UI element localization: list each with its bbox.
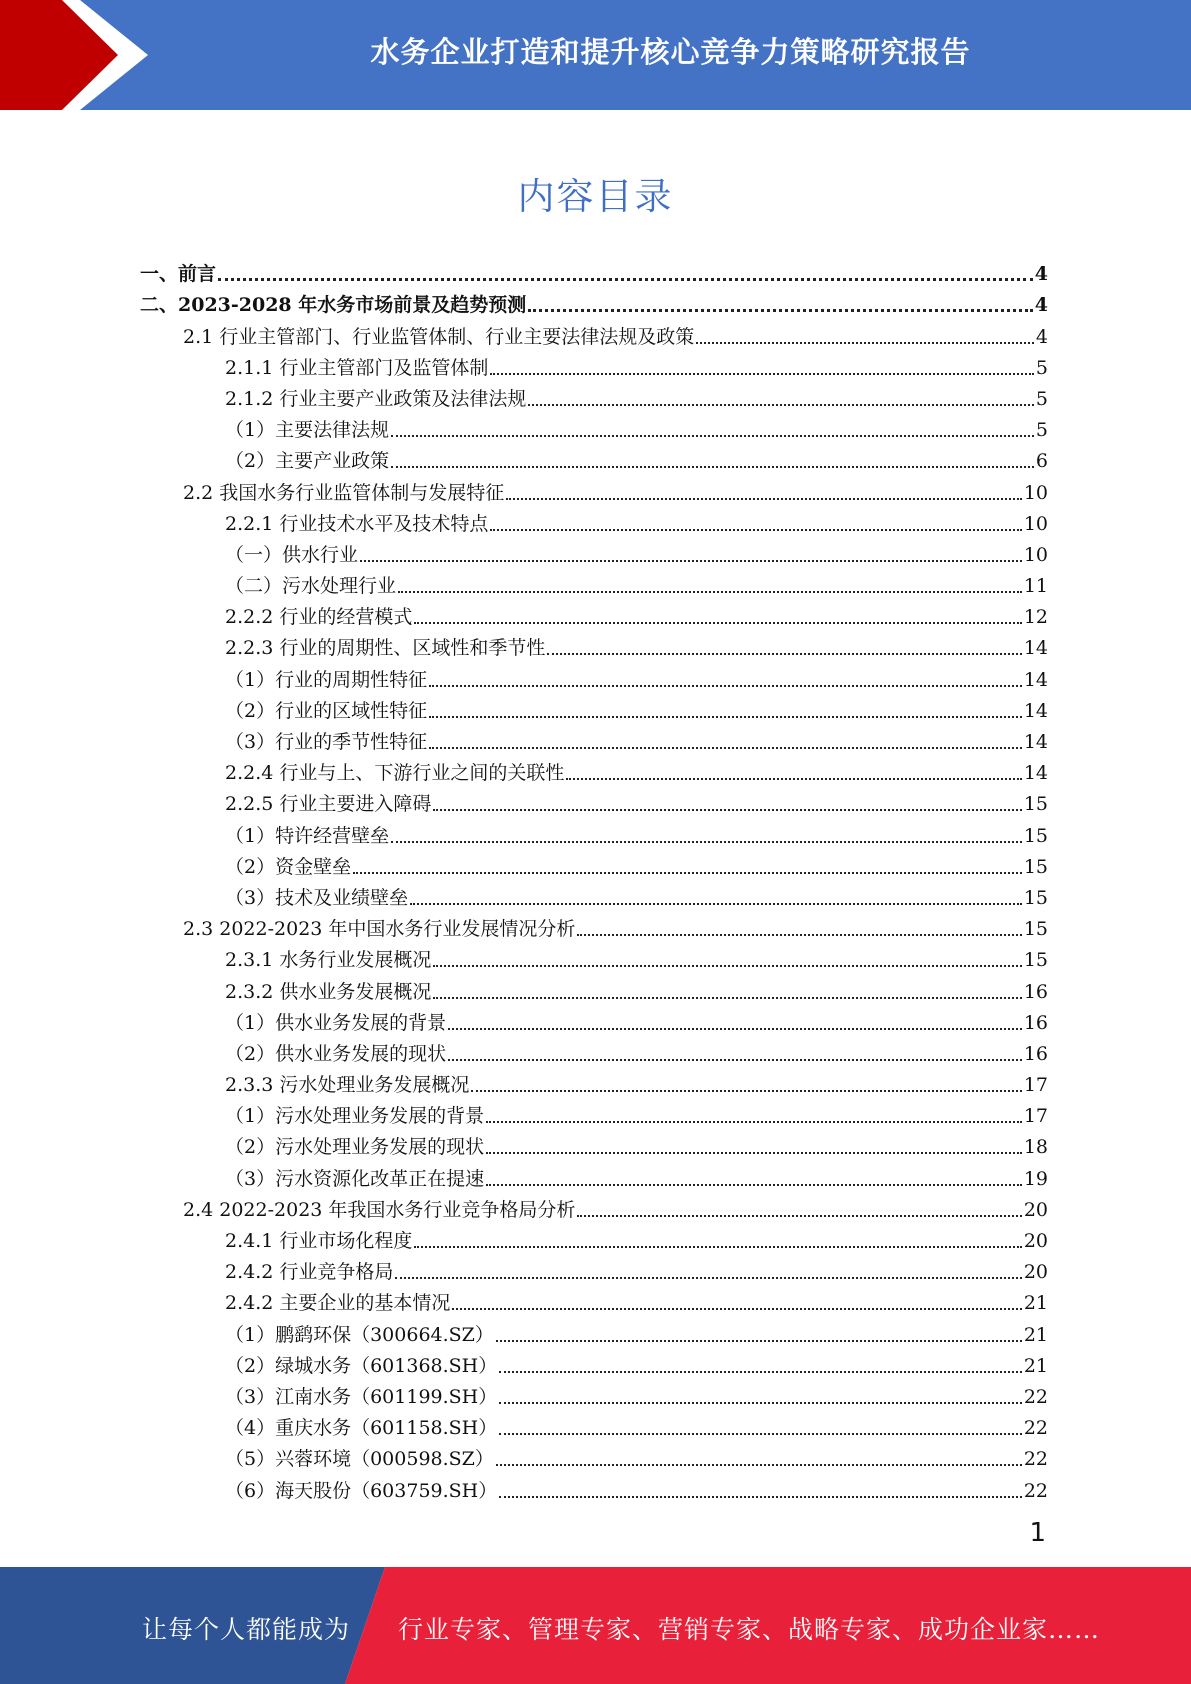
toc-entry-label: （一）供水行业 [225,543,359,566]
report-title: 水务企业打造和提升核心竞争力策略研究报告 [370,35,971,69]
toc-entry-label: （3）技术及业绩壁垒 [225,886,409,909]
toc-entry[interactable] [140,848,1048,879]
toc-entry[interactable] [140,754,1048,785]
report-header-band [0,0,1191,110]
toc-entry-page: 14 [1023,762,1048,785]
toc-entry-page: 15 [1023,855,1048,878]
toc-entry-label: （6）海天股份（603759.SH） [225,1479,498,1502]
toc-entry-page: 22 [1023,1385,1048,1408]
toc-entry[interactable] [140,1471,1048,1502]
toc-entry[interactable] [140,1253,1048,1284]
toc-entry-label: 二、2023-2028 年水务市场前景及趋势预测 [140,294,527,317]
toc-dot-leader [448,1027,1022,1030]
toc-dot-leader [486,1151,1022,1154]
toc-entry[interactable] [140,816,1048,847]
toc-entry[interactable] [140,723,1048,754]
toc-entry-label: 2.1.2 行业主要产业政策及法律法规 [225,387,527,410]
toc-dot-leader [577,933,1021,936]
toc-dot-leader [433,996,1021,999]
toc-entry-page: 16 [1023,1042,1048,1065]
toc-entry-page: 11 [1023,575,1048,598]
toc-entry[interactable] [140,1159,1048,1190]
table-of-contents [140,255,1048,1503]
toc-dot-leader [398,590,1022,593]
toc-entry[interactable] [140,286,1048,317]
toc-entry-label: 2.4.1 行业市场化程度 [225,1230,413,1252]
toc-entry[interactable] [140,567,1048,598]
toc-entry-page: 19 [1023,1167,1048,1190]
toc-entry-page: 6 [1035,450,1048,473]
toc-dot-leader [452,1307,1021,1310]
toc-entry-label: （2）资金壁垒 [225,855,352,878]
toc-dot-leader [410,902,1022,905]
toc-dot-leader [547,652,1021,655]
toc-dot-leader [499,1370,1022,1373]
toc-dot-leader [395,1276,1021,1279]
toc-dot-leader [506,497,1022,500]
toc-dot-leader [499,1401,1022,1404]
toc-entry-label: （二）污水处理行业 [225,575,397,598]
toc-dot-leader [696,341,1034,344]
toc-entry-page: 16 [1023,980,1048,1003]
toc-entry-page: 21 [1023,1354,1048,1377]
toc-dot-leader [496,1463,1022,1466]
toc-entry-label: 2.2 我国水务行业监管体制与发展特征 [183,481,505,504]
toc-entry[interactable] [140,972,1048,1003]
toc-dot-leader [360,559,1022,562]
toc-dot-leader [528,308,1033,312]
toc-entry-label: （2）行业的区域性特征 [225,699,428,722]
toc-dot-leader [496,1339,1022,1342]
toc-entry[interactable] [140,1347,1048,1378]
toc-dot-leader [414,621,1021,624]
toc-entry[interactable] [140,317,1048,348]
toc-entry[interactable] [140,442,1048,473]
toc-entry-page: 17 [1023,1105,1048,1128]
toc-entry-label: （2）绿城水务（601368.SH） [225,1354,498,1377]
toc-entry-label: （1）污水处理业务发展的背景 [225,1105,485,1128]
toc-entry-page: 14 [1023,731,1048,753]
toc-entry-label: （2）供水业务发展的现状 [225,1042,447,1065]
toc-entry[interactable] [140,1004,1048,1035]
toc-entry-page: 4 [1034,294,1048,317]
toc-entry[interactable] [140,1440,1048,1471]
toc-entry-label: （4）重庆水务（601158.SH） [225,1417,498,1440]
toc-dot-leader [448,1058,1022,1061]
toc-dot-leader [471,1089,1021,1092]
toc-entry-label: 2.2.5 行业主要进入障碍 [225,793,432,816]
footer-band [0,1567,1191,1684]
toc-entry[interactable] [140,411,1048,442]
toc-entry-label: 2.3.1 水务行业发展概况 [225,949,432,972]
toc-entry-page: 14 [1023,699,1048,722]
toc-dot-leader [429,746,1022,749]
toc-entry-label: 2.2.4 行业与上、下游行业之间的关联性 [225,762,565,785]
toc-entry-label: 2.3 2022-2023 年中国水务行业发展情况分析 [183,918,576,941]
toc-entry[interactable] [140,1284,1048,1315]
toc-entry-label: 2.2.1 行业技术水平及技术特点 [225,512,489,535]
toc-entry[interactable] [140,1222,1048,1253]
toc-entry[interactable] [140,1378,1048,1409]
toc-dot-leader [429,715,1022,718]
toc-entry[interactable] [140,1128,1048,1159]
toc-entry[interactable] [140,1191,1048,1222]
toc-dot-leader [218,277,1033,281]
toc-entry-page: 21 [1023,1292,1048,1315]
toc-entry-label: 一、前言 [140,263,217,286]
toc-entry[interactable] [140,1097,1048,1128]
toc-entry-page: 4 [1035,325,1048,348]
toc-entry-page: 17 [1023,1074,1048,1097]
toc-entry[interactable] [140,380,1048,411]
toc-entry[interactable] [140,349,1048,380]
toc-dot-leader [391,434,1034,437]
toc-dot-leader [499,1432,1022,1435]
toc-entry[interactable] [140,660,1048,691]
toc-entry-page: 15 [1023,886,1048,909]
toc-dot-leader [528,403,1034,406]
toc-entry[interactable] [140,692,1048,723]
toc-entry[interactable] [140,879,1048,910]
toc-entry-label: （1）行业的周期性特征 [225,668,428,691]
toc-entry-page: 15 [1023,824,1048,847]
toc-entry-label: 2.1 行业主管部门、行业监管体制、行业主要法律法规及政策 [183,325,695,348]
toc-entry-page: 10 [1023,512,1048,535]
toc-dot-leader [391,465,1034,468]
toc-dot-leader [499,1495,1022,1498]
toc-entry[interactable] [140,255,1048,286]
toc-entry-label: 2.2.2 行业的经营模式 [225,606,413,629]
footer-slogan-left: 让每个人都能成为 [142,1615,351,1644]
toc-entry[interactable] [140,598,1048,629]
toc-entry-label: （2）污水处理业务发展的现状 [225,1136,485,1159]
footer-slogan-right: 行业专家、管理专家、营销专家、战略专家、成功企业家…… [398,1615,1101,1644]
toc-entry-label: （3）江南水务（601199.SH） [225,1385,498,1408]
toc-entry-page: 12 [1023,606,1048,629]
toc-entry-page: 14 [1023,637,1048,660]
toc-dot-leader [490,372,1034,375]
toc-entry-label: 2.3.3 污水处理业务发展概况 [225,1074,470,1097]
toc-dot-leader [486,1183,1022,1186]
toc-dot-leader [433,808,1021,811]
toc-entry-page: 22 [1023,1448,1048,1471]
toc-entry-label: （1）鹏鹞环保（300664.SZ） [225,1323,494,1346]
toc-entry-page: 5 [1035,419,1048,442]
toc-entry-page: 14 [1023,668,1048,691]
toc-entry[interactable] [140,1409,1048,1440]
toc-dot-leader [486,1120,1022,1123]
toc-entry-page: 15 [1023,918,1048,941]
toc-entry-page: 5 [1035,356,1048,379]
toc-entry-page: 15 [1023,793,1048,816]
page-number: 1 [1029,1518,1046,1548]
toc-entry-page: 16 [1023,1011,1048,1034]
toc-dot-leader [433,964,1021,967]
toc-entry-page: 22 [1023,1417,1048,1440]
toc-dot-leader [353,871,1022,874]
toc-dot-leader [566,777,1021,780]
toc-entry[interactable] [140,1066,1048,1097]
toc-entry-page: 10 [1023,543,1048,566]
toc-dot-leader [414,1245,1021,1248]
toc-entry-label: （3）行业的季节性特征 [225,731,428,753]
toc-entry-label: （1）供水业务发展的背景 [225,1011,447,1034]
toc-entry-page: 20 [1023,1261,1048,1284]
toc-entry-label: （2）主要产业政策 [225,450,390,473]
toc-entry-label: 2.2.3 行业的周期性、区域性和季节性 [225,637,546,660]
toc-entry-page: 5 [1035,387,1048,410]
toc-entry[interactable] [140,473,1048,504]
toc-entry-label: 2.3.2 供水业务发展概况 [225,980,432,1003]
toc-entry-label: 2.4.2 行业竞争格局 [225,1261,394,1284]
toc-entry-label: 2.4.2 主要企业的基本情况 [225,1292,451,1315]
toc-entry-label: （5）兴蓉环境（000598.SZ） [225,1448,494,1471]
toc-entry[interactable] [140,505,1048,536]
toc-entry-page: 21 [1023,1323,1048,1346]
toc-entry-label: （1）主要法律法规 [225,419,390,442]
toc-entry-page: 15 [1023,949,1048,972]
toc-entry-label: 2.4 2022-2023 年我国水务行业竞争格局分析 [183,1198,576,1221]
toc-entry-page: 4 [1034,263,1048,286]
toc-entry-page: 20 [1023,1230,1048,1252]
toc-entry[interactable] [140,536,1048,567]
toc-heading: 内容目录 [517,175,674,218]
toc-dot-leader [391,840,1022,843]
toc-entry[interactable] [140,1315,1048,1346]
toc-entry[interactable] [140,910,1048,941]
toc-entry[interactable] [140,785,1048,816]
toc-entry-page: 10 [1023,481,1048,504]
toc-entry[interactable] [140,1035,1048,1066]
toc-entry-page: 20 [1023,1198,1048,1221]
toc-dot-leader [577,1214,1021,1217]
toc-entry-page: 22 [1023,1479,1048,1502]
toc-entry-page: 18 [1023,1136,1048,1159]
toc-entry-label: （1）特许经营壁垒 [225,824,390,847]
toc-entry-label: （3）污水资源化改革正在提速 [225,1167,485,1190]
toc-dot-leader [429,684,1022,687]
toc-entry-label: 2.1.1 行业主管部门及监管体制 [225,356,489,379]
toc-entry[interactable] [140,941,1048,972]
toc-entry[interactable] [140,629,1048,660]
toc-dot-leader [490,528,1021,531]
